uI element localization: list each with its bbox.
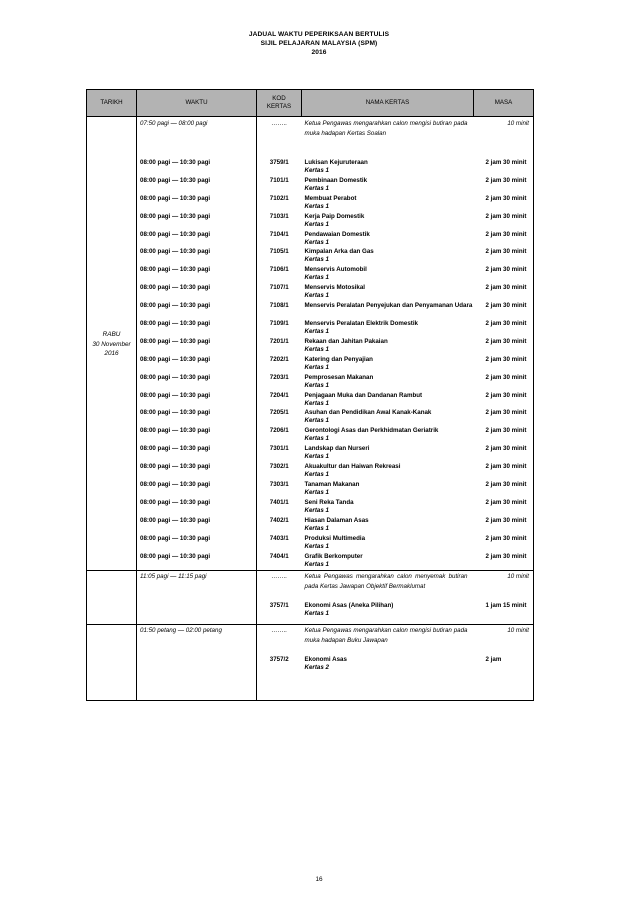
paper-kertas: Kertas 1	[304, 453, 329, 461]
paper-waktu: 08:00 pagi — 10:30 pagi	[137, 374, 257, 392]
paper-nama	[302, 535, 474, 553]
paper-name: Pembinaan Domestik	[304, 176, 368, 184]
paper-name: Hiasan Dalaman Asas	[304, 516, 369, 524]
paper-nama	[302, 213, 474, 231]
paper-waktu: 08:00 pagi — 10:30 pagi	[137, 266, 257, 284]
paper-kod: 7302/1	[269, 463, 289, 471]
paper-kertas: Kertas 1	[304, 363, 329, 371]
paper-waktu: 08:00 pagi — 10:30 pagi	[137, 320, 257, 338]
date-year: 2016	[104, 350, 119, 358]
paper-name: Katering dan Penyajian	[304, 355, 373, 363]
table-row	[87, 302, 534, 320]
table-row	[87, 338, 534, 356]
paper-nama	[302, 602, 474, 625]
paper-masa: 2 jam 30 minit	[474, 553, 534, 571]
paper-kertas: Kertas 1	[304, 506, 329, 514]
paper-waktu: 08:00 pagi — 10:30 pagi	[137, 535, 257, 553]
col-header-nama: NAMA KERTAS	[302, 90, 474, 117]
table-row	[87, 266, 534, 284]
paper-name: Lukisan Kejuruteraan	[304, 159, 368, 166]
table-row	[87, 427, 534, 445]
col-header-kod-line1: KOD	[272, 95, 286, 102]
empty-date-cell	[87, 656, 137, 701]
paper-name: Menservis Peralatan Penyejukan dan Penyamanan Udara	[304, 302, 473, 310]
empty-date-cell	[87, 625, 137, 657]
table-row	[87, 499, 534, 517]
paper-nama	[302, 517, 474, 535]
paper-masa: 2 jam	[474, 656, 534, 701]
paper-nama	[302, 338, 474, 356]
paper-name: Akuakultur dan Haiwan Rekreasi	[304, 463, 401, 471]
paper-masa: 2 jam 30 minit	[474, 338, 534, 356]
paper-waktu	[137, 656, 257, 701]
paper-kod: 7104/1	[269, 230, 289, 238]
paper-kod: 7105/1	[269, 248, 289, 256]
paper-waktu: 08:00 pagi — 10:30 pagi	[137, 177, 257, 195]
paper-waktu: 08:00 pagi — 10:30 pagi	[137, 427, 257, 445]
paper-kertas: Kertas 1	[304, 381, 329, 389]
paper-kertas: Kertas 1	[304, 220, 329, 228]
paper-waktu: 08:00 pagi — 10:30 pagi	[137, 338, 257, 356]
paper-name: Membuat Perabot	[304, 194, 357, 202]
note-kod: ……..	[257, 625, 302, 657]
paper-masa: 2 jam 30 minit	[474, 463, 534, 481]
paper-masa: 2 jam 30 minit	[474, 374, 534, 392]
note-instruction: Ketua Pengawas mengarahkan calon menyemak butiran pada Kertas Jawapan Objektif Bermaklumat	[302, 571, 474, 603]
col-header-tarikh: TARIKH	[87, 90, 137, 117]
paper-masa: 2 jam 30 minit	[474, 427, 534, 445]
paper-masa: 1 jam 15 minit	[474, 602, 534, 625]
table-row	[87, 248, 534, 266]
paper-kertas: Kertas 1	[304, 256, 329, 264]
paper-kod: 7109/1	[269, 320, 289, 328]
paper-name: Ekonomi Asas	[304, 656, 347, 664]
paper-name: Penjagaan Muka dan Dandanan Rambut	[304, 391, 423, 399]
paper-waktu: 08:00 pagi — 10:30 pagi	[137, 481, 257, 499]
table-row	[87, 535, 534, 553]
paper-name: Grafik Berkomputer	[304, 552, 363, 560]
paper-masa: 2 jam 30 minit	[474, 159, 534, 177]
table-body	[87, 117, 534, 701]
table-row	[87, 374, 534, 392]
paper-kod: 7103/1	[269, 212, 289, 220]
paper-masa: 2 jam 30 minit	[474, 517, 534, 535]
paper-name: Kerja Paip Domestik	[304, 212, 365, 220]
paper-kod: 7106/1	[269, 266, 289, 274]
paper-masa: 2 jam 30 minit	[474, 409, 534, 427]
document-year: 2016	[311, 49, 327, 56]
paper-masa: 2 jam 30 minit	[474, 248, 534, 266]
note-waktu: 01:50 petang — 02:00 petang	[137, 625, 257, 657]
paper-name: Ekonomi Asas (Aneka Pilihan)	[304, 602, 394, 610]
paper-nama	[302, 553, 474, 571]
col-header-kod	[257, 90, 302, 117]
note-instruction: Ketua Pengawas mengarahkan calon mengisi butiran pada muka hadapan Buku Jawapan	[302, 625, 474, 657]
paper-kod: 3759/1	[269, 159, 289, 166]
table-row-afternoon-note	[87, 625, 534, 657]
paper-nama	[302, 499, 474, 517]
table-row	[87, 445, 534, 463]
paper-nama	[302, 302, 474, 320]
paper-nama	[302, 356, 474, 374]
paper-kod: 7101/1	[269, 176, 289, 184]
paper-masa: 2 jam 30 minit	[474, 356, 534, 374]
paper-waktu: 08:00 pagi — 10:30 pagi	[137, 445, 257, 463]
paper-waktu: 08:00 pagi — 10:30 pagi	[137, 463, 257, 481]
paper-masa: 2 jam 30 minit	[474, 499, 534, 517]
paper-name: Menservis Motosikal	[304, 284, 366, 292]
paper-nama	[302, 409, 474, 427]
paper-kod: 3757/1	[269, 602, 289, 610]
paper-name: Pemprosesan Makanan	[304, 373, 374, 381]
paper-kod: 7108/1	[269, 302, 289, 310]
paper-waktu: 08:00 pagi — 10:30 pagi	[137, 392, 257, 410]
table-row-morning-note	[87, 117, 534, 160]
empty-date-cell	[87, 602, 137, 625]
paper-kod: 7203/1	[269, 373, 289, 381]
paper-kertas: Kertas 1	[304, 542, 329, 550]
paper-kod: 7401/1	[269, 498, 289, 506]
paper-kod: 7403/1	[269, 534, 289, 542]
paper-waktu	[137, 602, 257, 625]
paper-nama	[302, 159, 474, 177]
paper-masa: 2 jam 30 minit	[474, 231, 534, 249]
note-masa: 10 minit	[474, 625, 534, 657]
table-row	[87, 553, 534, 571]
table-row	[87, 213, 534, 231]
table-header-row	[87, 90, 534, 117]
date-date: 30 November	[92, 340, 131, 348]
paper-waktu: 08:00 pagi — 10:30 pagi	[137, 213, 257, 231]
paper-masa: 2 jam 30 minit	[474, 213, 534, 231]
paper-nama	[302, 481, 474, 499]
paper-nama	[302, 445, 474, 463]
table-row	[87, 356, 534, 374]
table-row	[87, 177, 534, 195]
paper-nama	[302, 463, 474, 481]
paper-waktu: 08:00 pagi — 10:30 pagi	[137, 284, 257, 302]
paper-kertas: Kertas 1	[304, 184, 329, 192]
table-row	[87, 517, 534, 535]
paper-kertas: Kertas 1	[304, 471, 329, 479]
table-row	[87, 320, 534, 338]
paper-kertas: Kertas 1	[304, 435, 329, 443]
paper-kertas: Kertas 1	[304, 167, 329, 174]
paper-nama	[302, 656, 474, 701]
table-row	[87, 231, 534, 249]
paper-kertas: Kertas 1	[304, 489, 329, 497]
paper-kertas: Kertas 1	[304, 238, 329, 246]
note-kod: ……..	[271, 120, 288, 127]
paper-nama	[302, 177, 474, 195]
empty-date-cell	[87, 571, 137, 603]
note-masa: 10 minit	[474, 571, 534, 603]
paper-kod: 7303/1	[269, 481, 289, 489]
paper-kod: 7102/1	[269, 194, 289, 202]
paper-kertas: Kertas 1	[304, 560, 329, 568]
paper-kod: 7301/1	[269, 445, 289, 453]
paper-kod: 7404/1	[269, 552, 289, 560]
paper-name: Kimpalan Arka dan Gas	[304, 248, 374, 256]
paper-nama	[302, 392, 474, 410]
table-row	[87, 481, 534, 499]
paper-name: Asuhan dan Pendidikan Awal Kanak-Kanak	[304, 409, 432, 417]
paper-name: Landskap dan Nurseri	[304, 445, 370, 453]
paper-kertas: Kertas 1	[304, 345, 329, 353]
paper-nama	[302, 195, 474, 213]
paper-masa: 2 jam 30 minit	[474, 284, 534, 302]
paper-name: Gerontologi Asas dan Perkhidmatan Geriatrik	[304, 427, 439, 435]
note-instruction: Ketua Pengawas mengarahkan calon mengisi butiran pada muka hadapan Kertas Soalan	[304, 120, 468, 137]
note-kod: ……..	[257, 571, 302, 603]
paper-kod: 3757/2	[257, 656, 302, 701]
document-subtitle: SIJIL PELAJARAN MALAYSIA (SPM)	[260, 40, 378, 47]
paper-nama	[302, 427, 474, 445]
paper-kertas: Kertas 1	[304, 202, 329, 210]
exam-schedule-table	[86, 89, 534, 701]
paper-masa: 2 jam 30 minit	[474, 177, 534, 195]
paper-waktu: 08:00 pagi — 10:30 pagi	[137, 195, 257, 213]
col-header-waktu: WAKTU	[137, 90, 257, 117]
paper-name: Produksi Multimedia	[304, 534, 366, 542]
note-waktu: 07:50 pagi — 08:00 pagi	[137, 117, 257, 160]
paper-name: Seni Reka Tanda	[304, 498, 354, 506]
paper-masa: 2 jam 30 minit	[474, 320, 534, 338]
paper-masa: 2 jam 30 minit	[474, 535, 534, 553]
date-day: RABU	[102, 331, 121, 339]
paper-waktu: 08:00 pagi — 10:30 pagi	[137, 356, 257, 374]
paper-waktu: 08:00 pagi — 10:30 pagi	[137, 409, 257, 427]
paper-kertas: Kertas 1	[304, 328, 329, 336]
paper-name: Rekaan dan Jahitan Pakaian	[304, 337, 388, 345]
paper-waktu: 08:00 pagi — 10:30 pagi	[137, 248, 257, 266]
paper-waktu: 08:00 pagi — 10:30 pagi	[137, 159, 257, 177]
paper-nama	[302, 266, 474, 284]
paper-kertas: Kertas 2	[304, 664, 329, 672]
document-title: JADUAL WAKTU PEPERIKSAAN BERTULIS	[248, 31, 390, 38]
table-row	[87, 602, 534, 625]
table-row	[87, 195, 534, 213]
paper-waktu: 08:00 pagi — 10:30 pagi	[137, 499, 257, 517]
paper-nama	[302, 231, 474, 249]
paper-kertas: Kertas 1	[304, 399, 329, 407]
table-row-mid-note	[87, 571, 534, 603]
paper-nama	[302, 248, 474, 266]
table-row	[87, 656, 534, 701]
paper-kod: 7202/1	[269, 355, 289, 363]
paper-nama	[302, 284, 474, 302]
table-row	[87, 409, 534, 427]
col-header-masa: MASA	[474, 90, 534, 117]
paper-name: Menservis Peralatan Elektrik Domestik	[304, 320, 418, 328]
paper-waktu: 08:00 pagi — 10:30 pagi	[137, 302, 257, 320]
page-number: 16	[315, 876, 323, 883]
paper-nama	[302, 374, 474, 392]
paper-kod: 7204/1	[269, 391, 289, 399]
paper-kertas: Kertas 1	[304, 524, 329, 532]
paper-waktu: 08:00 pagi — 10:30 pagi	[137, 231, 257, 249]
table-row	[87, 392, 534, 410]
table-row	[87, 159, 534, 177]
paper-kod: 7206/1	[269, 427, 289, 435]
paper-masa: 2 jam 30 minit	[474, 392, 534, 410]
paper-kod: 7201/1	[269, 337, 289, 345]
table-row	[87, 284, 534, 302]
date-cell	[87, 117, 137, 571]
note-waktu: 11:05 pagi — 11:15 pagi	[137, 571, 257, 603]
paper-kod: 7205/1	[269, 409, 289, 417]
paper-kertas: Kertas 1	[304, 610, 329, 618]
note-masa: 10 minit	[474, 117, 534, 160]
paper-masa: 2 jam 30 minit	[474, 481, 534, 499]
paper-name: Tanaman Makanan	[304, 481, 360, 489]
paper-name: Pendawaian Domestik	[304, 230, 370, 238]
table-row	[87, 463, 534, 481]
paper-kertas: Kertas 1	[304, 274, 329, 282]
paper-kod: 7402/1	[269, 516, 289, 524]
col-header-kod-line2: KERTAS	[266, 103, 292, 110]
paper-kertas: Kertas 1	[304, 417, 329, 425]
paper-masa: 2 jam 30 minit	[474, 195, 534, 213]
paper-waktu: 08:00 pagi — 10:30 pagi	[137, 553, 257, 571]
paper-masa: 2 jam 30 minit	[474, 445, 534, 463]
paper-name: Menservis Automobil	[304, 266, 367, 274]
paper-waktu: 08:00 pagi — 10:30 pagi	[137, 517, 257, 535]
paper-masa: 2 jam 30 minit	[474, 302, 534, 320]
paper-kod: 7107/1	[269, 284, 289, 292]
paper-masa: 2 jam 30 minit	[474, 266, 534, 284]
paper-kertas: Kertas 1	[304, 292, 329, 300]
paper-nama	[302, 320, 474, 338]
